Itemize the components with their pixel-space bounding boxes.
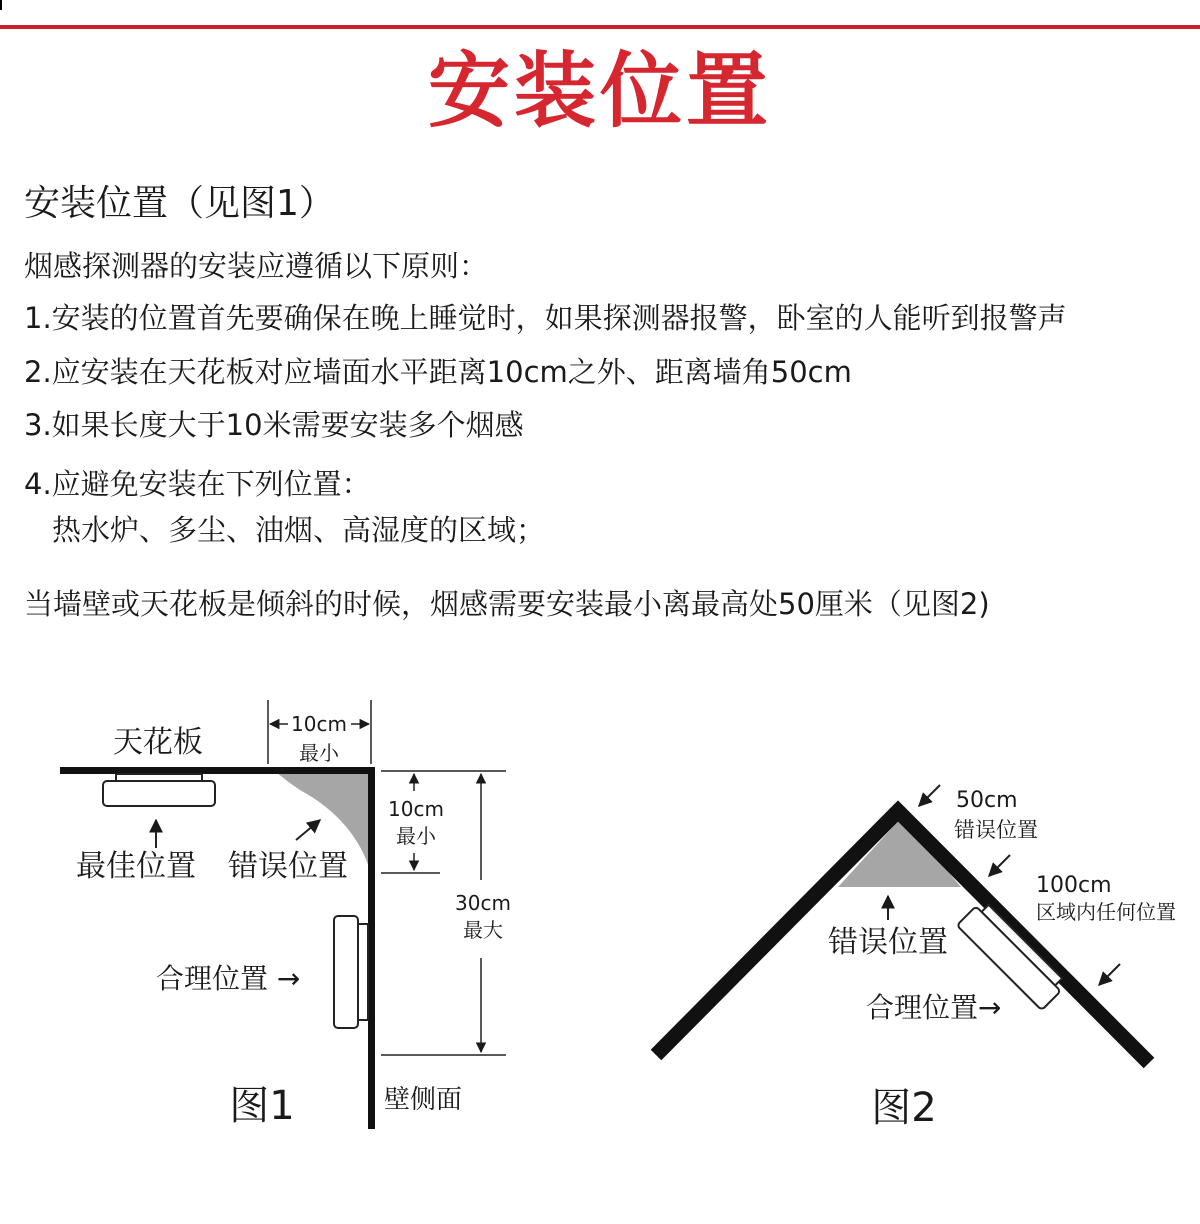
- wall-line: [368, 767, 375, 1129]
- ok-label-2: 合理位置→: [866, 991, 1002, 1024]
- top-divider: [0, 25, 1200, 29]
- slope-note: 当墙壁或天花板是倾斜的时候，烟感需要安装最小离最高处50厘米（见图2): [24, 587, 990, 621]
- apex-note: 错误位置: [954, 818, 1038, 842]
- dim-total-value: 30cm: [455, 891, 511, 915]
- figure-2-caption: 图2: [871, 1085, 937, 1131]
- wrong-arrow-1: [296, 820, 320, 840]
- range-arrow-bottom: [1099, 964, 1120, 985]
- figure-1: [60, 700, 511, 1129]
- rule-2: 2.应安装在天花板对应墙面水平距离10cm之外、距离墙角50cm: [24, 355, 852, 389]
- best-label: 最佳位置: [76, 849, 196, 884]
- rule-1: 1.安装的位置首先要确保在晚上睡觉时，如果探测器报警，卧室的人能听到报警声: [24, 301, 1067, 335]
- rule-4: 4.应避免安装在下列位置：: [24, 467, 371, 501]
- wrong-label-1: 错误位置: [228, 849, 348, 884]
- figure-2: [656, 785, 1176, 1131]
- range-value: 100cm: [1036, 873, 1112, 898]
- dim-h-note: 最小: [299, 741, 339, 765]
- range-arrow-top: [989, 855, 1010, 876]
- detector-wall: [334, 916, 358, 1028]
- detector-ceiling: [103, 781, 215, 806]
- dim-total-note: 最大: [463, 918, 503, 942]
- rule-4-detail: 热水炉、多尘、油烟、高湿度的区域；: [52, 513, 546, 547]
- ok-label-1: 合理位置 →: [156, 962, 301, 995]
- dim-v-note: 最小: [396, 824, 436, 848]
- rule-3: 3.如果长度大于10米需要安装多个烟感: [24, 408, 524, 442]
- wrong-label-2: 错误位置: [828, 925, 948, 960]
- ceiling-line: [60, 767, 375, 774]
- apex-arrow: [919, 785, 940, 806]
- figure-1-caption: 图1: [229, 1083, 295, 1129]
- ceiling-label: 天花板: [113, 725, 203, 760]
- range-note: 区域内任何位置: [1036, 900, 1176, 924]
- banner-title: 安装位置: [427, 44, 772, 139]
- section-heading: 安装位置（见图1）: [24, 183, 335, 224]
- wall-label: 壁侧面: [384, 1085, 463, 1115]
- apex-value: 50cm: [956, 788, 1018, 813]
- installation-diagrams: [0, 650, 1200, 1224]
- intro-text: 烟感探测器的安装应遵循以下原则：: [24, 249, 489, 283]
- dim-h-value: 10cm: [291, 712, 347, 736]
- corner-mark: [0, 0, 2, 10]
- dim-v-value: 10cm: [388, 797, 444, 821]
